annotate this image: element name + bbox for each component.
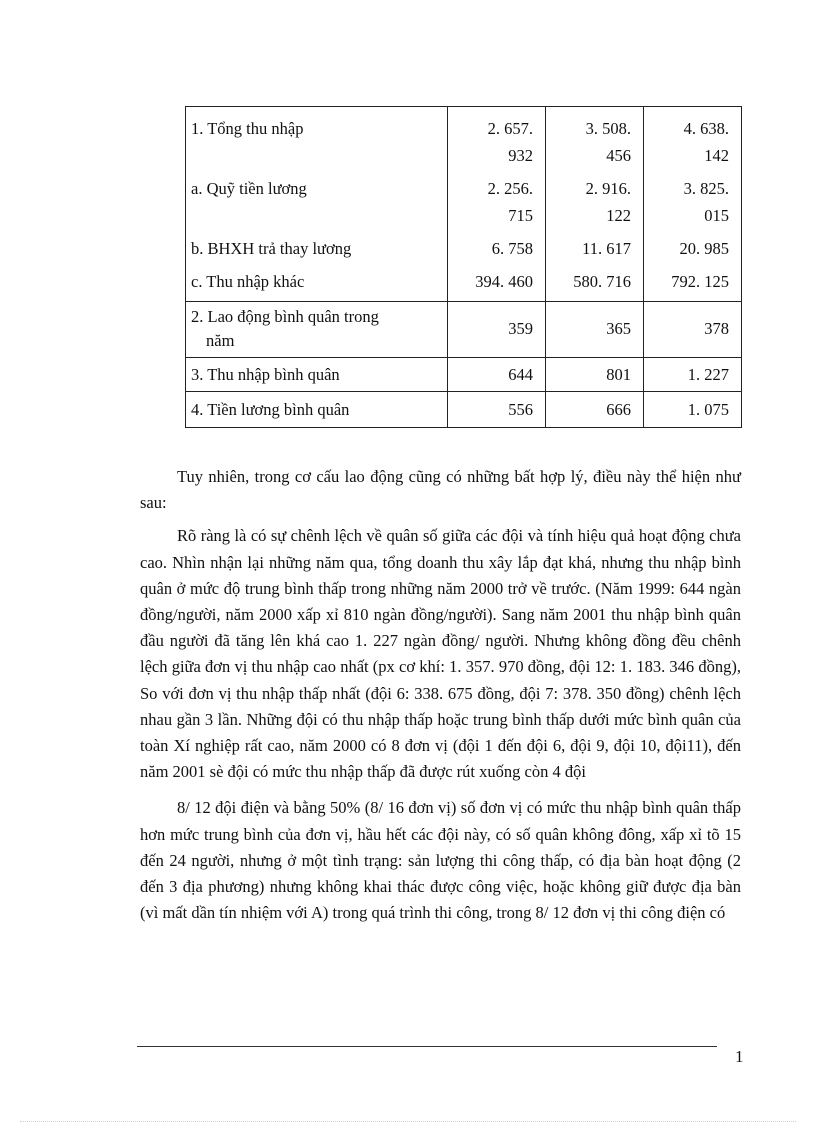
row-label-line-1: 2. Lao động bình quân trong	[191, 307, 379, 326]
table-row	[186, 169, 742, 229]
cell-value: 801	[546, 358, 644, 392]
table-row	[186, 302, 742, 358]
cell-value: 580. 716	[546, 262, 644, 302]
cell-value: 644	[448, 358, 546, 392]
body-text	[140, 464, 741, 936]
cell-value: 3. 508. 456	[546, 107, 644, 170]
row-label: 4. Tiền lương bình quân	[186, 392, 448, 428]
cell-value: 1. 075	[644, 392, 742, 428]
cell-value: 6. 758	[448, 229, 546, 262]
row-label: c. Thu nhập khác	[186, 262, 448, 302]
cell-value: 2. 916. 122	[546, 169, 644, 229]
cell-value: 20. 985	[644, 229, 742, 262]
cell-value: 4. 638. 142	[644, 107, 742, 170]
page-number: 1	[735, 1047, 744, 1066]
table-row	[186, 358, 742, 392]
row-label: 3. Thu nhập bình quân	[186, 358, 448, 392]
paragraph: Rõ ràng là có sự chênh lệch về quân số giữa các đội và tính hiệu quả hoạt động chưa cao. Nhìn nhận lại những năm qua, tổng doanh thu xây lắp đạt khá, nhưng thu nhập bình quân ở mức độ trung bình thấp trong những năm 2000 trở về trước. (Năm 1999: 644 ngàn đồng/người, năm 2000 xấp xỉ 810 ngàn đồng/người). Sang năm 2001 thu nhập bình quân đầu người đã tăng lên khá cao 1. 227 ngàn đồng/ người. Nhưng không đồng đều chênh lệch giữa đơn vị thu nhập cao nhất (px cơ khí: 1. 357. 970 đồng, đội 12: 1. 183. 346 đồng), So với đơn vị thu nhập thấp nhất (đội 6: 338. 675 đồng, đội 7: 378. 350 đồng) chênh lệch nhau gần 3 lần. Những đội có thu nhập thấp hoặc trung bình thấp dưới mức bình quân của toàn Xí nghiệp rất cao, năm 2000 có 8 đơn vị (đội 1 đến đội 6, đội 9, đội 10, đội11), đến năm 2001 sè đội có mức thu nhập thấp đã được rút xuống còn 4 đội	[140, 526, 741, 782]
cell-value: 1. 227	[644, 358, 742, 392]
cell-value: 359	[448, 302, 546, 358]
row-label	[186, 302, 448, 358]
page-bottom-edge	[20, 1121, 796, 1122]
table-row	[186, 107, 742, 170]
cell-value: 792. 125	[644, 262, 742, 302]
cell-value: 11. 617	[546, 229, 644, 262]
paragraph: 8/ 12 đội điện và bằng 50% (8/ 16 đơn vị) số đơn vị có mức thu nhập bình quân thấp hơn mức trung bình của đơn vị, hầu hết các đội này, có số quân không đông, xấp xỉ tõ 15 đến 24 người, nhưng ở một tình trạng: sản lượng thi công thấp, có địa bàn hoạt động (2 đến 3 địa phương) nhưng không khai thác được công việc, hoặc không giữ được địa bàn (vì mất dần tín nhiệm với A) trong quá trình thi công, trong 8/ 12 đơn vị thi công điện có	[140, 798, 741, 923]
cell-value: 556	[448, 392, 546, 428]
table-row	[186, 229, 742, 262]
table-row	[186, 392, 742, 428]
cell-value: 2. 256. 715	[448, 169, 546, 229]
cell-value: 394. 460	[448, 262, 546, 302]
table-row	[186, 262, 742, 302]
row-label: a. Quỹ tiền lương	[186, 169, 448, 229]
cell-value: 365	[546, 302, 644, 358]
income-table	[185, 106, 742, 428]
cell-value: 2. 657. 932	[448, 107, 546, 170]
cell-value: 378	[644, 302, 742, 358]
cell-value: 666	[546, 392, 644, 428]
row-label-line-2: năm	[206, 331, 235, 350]
cell-value: 3. 825. 015	[644, 169, 742, 229]
row-label: b. BHXH trả thay lương	[186, 229, 448, 262]
paragraph: Tuy nhiên, trong cơ cấu lao động cũng có những bất hợp lý, điều này thể hiện như sau:	[140, 467, 741, 513]
footer-divider	[137, 1046, 717, 1047]
row-label: 1. Tổng thu nhập	[186, 107, 448, 170]
